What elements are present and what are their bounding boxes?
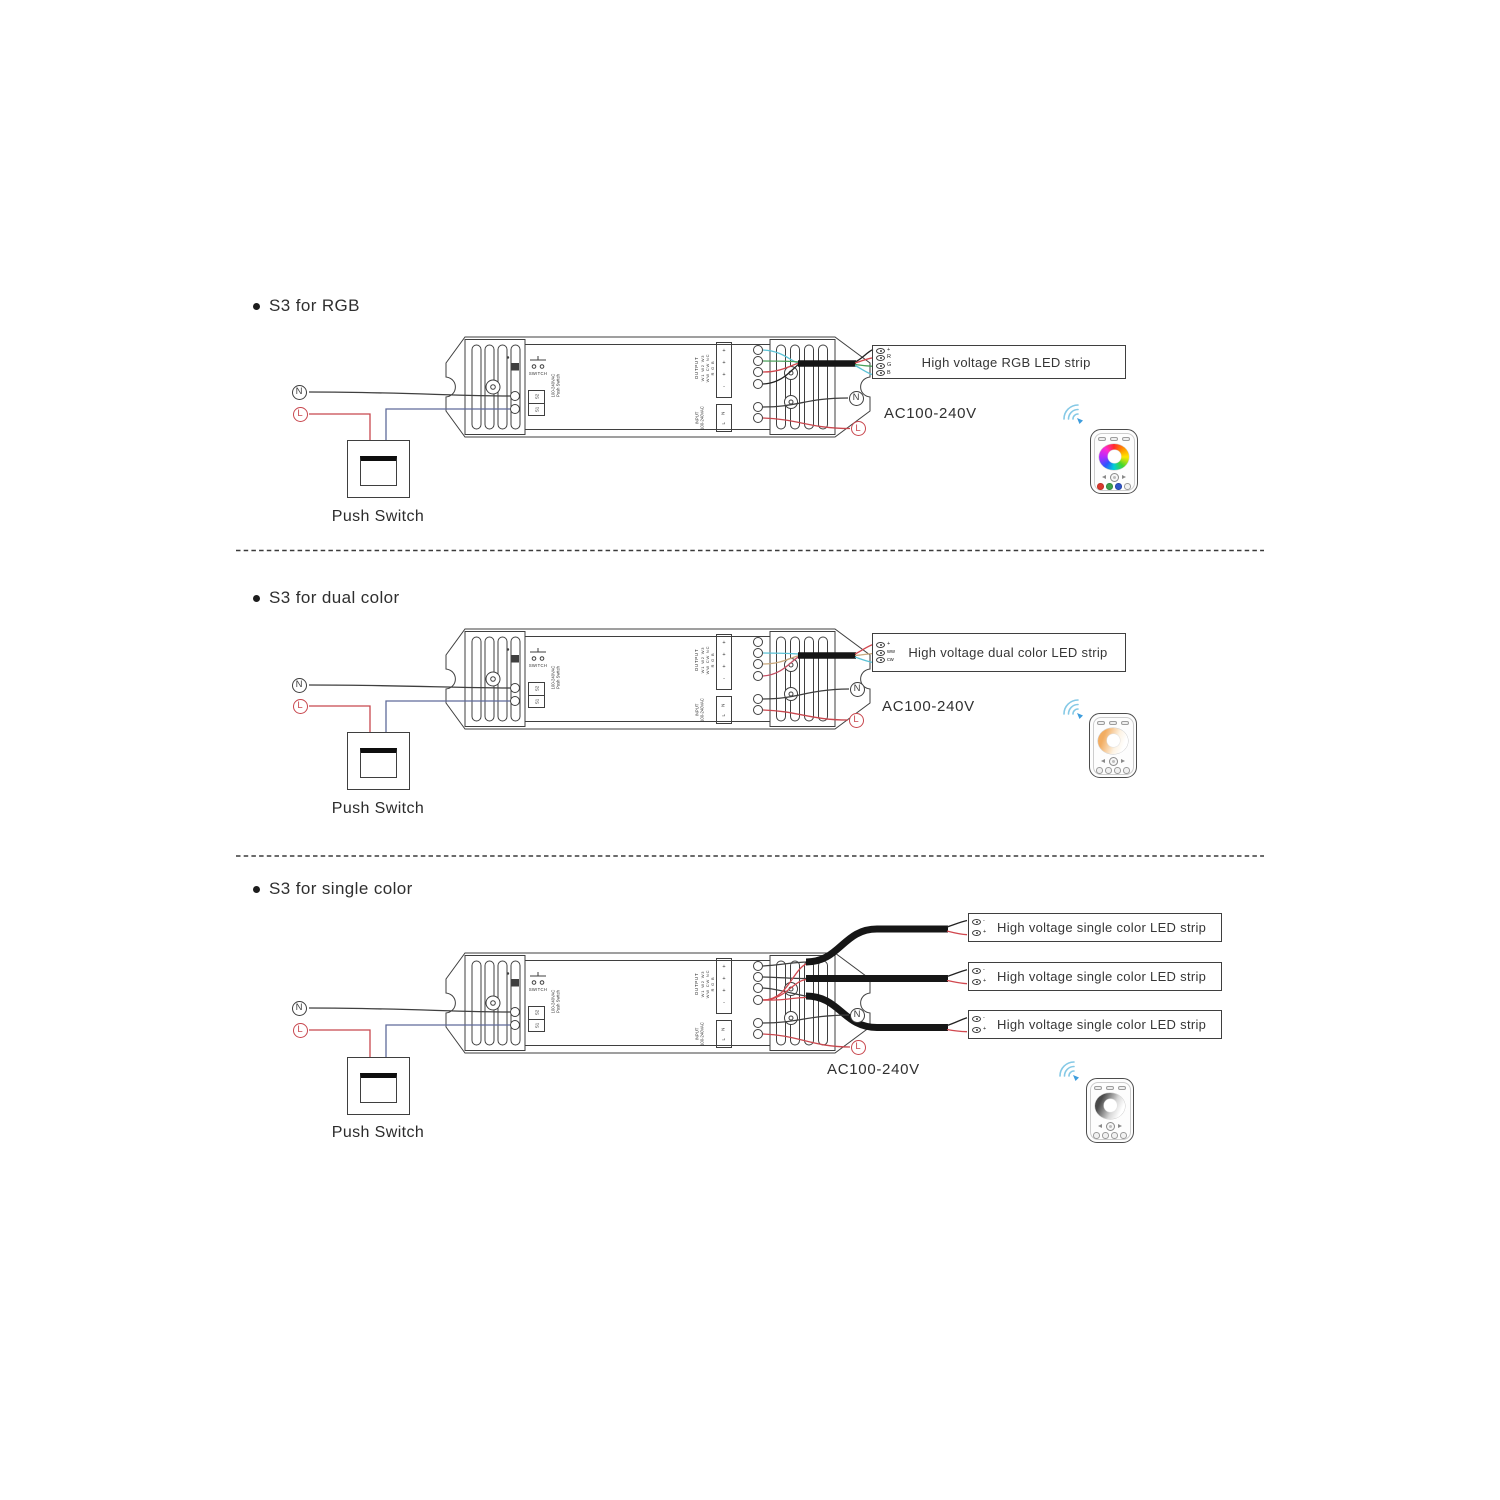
neutral-terminal-badge: N <box>292 678 307 693</box>
stub-plus-3 <box>947 1030 967 1032</box>
ac-voltage-label: AC100-240V <box>884 405 977 422</box>
left-arrow-icon <box>1101 759 1105 763</box>
preset-button <box>1123 767 1130 774</box>
terminal-screw-icon <box>972 1027 981 1033</box>
live-terminal-badge: L <box>849 713 864 728</box>
strip-terminals: - + <box>969 963 986 990</box>
preset-button <box>1093 1132 1100 1139</box>
push-switch-button <box>360 748 397 778</box>
strip-label: High voltage dual color LED strip <box>908 645 1108 660</box>
section-title-dual-color <box>253 588 400 608</box>
live-terminal-badge: L <box>851 421 866 436</box>
remote-face <box>1094 433 1135 491</box>
input-label-block: INPUT 100-240VAC <box>694 697 705 722</box>
led-strip-box-dual <box>872 633 1126 672</box>
stub-plus-2 <box>947 981 967 984</box>
dimmer-wheel <box>1095 1093 1125 1120</box>
remote-button <box>1094 1086 1102 1091</box>
remote-control-dual-color <box>1089 713 1137 778</box>
push-switch-box <box>347 732 410 790</box>
stub-minus-1 <box>947 921 967 928</box>
push-input-label: 100-240VAC Push Switch <box>550 373 561 397</box>
remote-button <box>1118 1086 1126 1091</box>
preset-button <box>1120 1132 1127 1139</box>
terminal-screw-icon <box>876 355 885 361</box>
switch-label: SWITCH <box>528 370 548 376</box>
wifi-icon-1 <box>1064 405 1083 424</box>
remote-button <box>1121 721 1129 726</box>
push-switch-box <box>347 1057 410 1115</box>
remote-button <box>1110 437 1118 442</box>
green-preset-button <box>1106 483 1113 490</box>
strip-terminals: + ww cw <box>873 634 895 671</box>
remote-button <box>1106 1086 1114 1091</box>
remote-center-button <box>1110 473 1119 482</box>
remote-button <box>1097 721 1105 726</box>
section-title-text: S3 for dual color <box>269 588 400 607</box>
remote-button <box>1122 437 1130 442</box>
device-labels <box>445 337 870 437</box>
ac-voltage-label: AC100-240V <box>827 1061 920 1078</box>
right-arrow-icon <box>1121 759 1125 763</box>
remote-center-button <box>1106 1122 1115 1131</box>
bullet-icon <box>253 886 260 893</box>
remote-center-button <box>1109 757 1118 766</box>
led-strip-box-single-2 <box>968 962 1222 991</box>
output-label-block: OUTPUT W1 W2 W3 WW CW NC R G B <box>694 969 716 999</box>
live-terminal-badge: L <box>851 1040 866 1055</box>
neutral-terminal-badge: N <box>850 682 865 697</box>
remote-control-rgb <box>1090 429 1138 494</box>
push-switch-label: Push Switch <box>331 800 425 817</box>
remote-control-dimmer <box>1086 1078 1134 1143</box>
led-strip-box-single-1 <box>968 913 1222 942</box>
live-wire <box>309 706 370 732</box>
tunable-white-wheel <box>1098 728 1128 755</box>
strip-terminals: - + <box>969 1011 986 1038</box>
neutral-terminal-badge: N <box>292 1001 307 1016</box>
device-labels <box>445 629 870 729</box>
terminal-screw-icon <box>876 348 885 354</box>
terminal-screw-icon <box>876 657 885 663</box>
remote-button <box>1109 721 1117 726</box>
preset-button <box>1102 1132 1109 1139</box>
strip-label: High voltage single color LED strip <box>997 920 1207 935</box>
left-arrow-icon <box>1098 1124 1102 1128</box>
remote-button <box>1098 437 1106 442</box>
input-label-block: INPUT 100-240VAC <box>694 405 705 430</box>
blue-preset-button <box>1115 483 1122 490</box>
output-terminal-symbols: + + + - <box>716 342 732 398</box>
terminal-screw-icon <box>876 363 885 369</box>
strip-terminals: + R G B <box>873 346 891 378</box>
wifi-icon-2 <box>1064 700 1083 719</box>
preset-button <box>1114 767 1121 774</box>
section-title-single-color <box>253 879 413 899</box>
right-arrow-icon <box>1122 475 1126 479</box>
switch-terminal-labels: S2 S1 <box>528 682 545 708</box>
switch-terminal-labels: S2 S1 <box>528 1006 545 1032</box>
switch-label: SWITCH <box>528 986 548 992</box>
wifi-icon-3 <box>1060 1062 1079 1081</box>
push-switch-label: Push Switch <box>331 1124 425 1141</box>
push-switch-button <box>360 456 397 486</box>
output-label-block: OUTPUT W1 W2 W3 WW CW NC R G B <box>694 353 716 383</box>
live-terminal-badge: L <box>293 1023 308 1038</box>
live-terminal-badge: L <box>293 699 308 714</box>
bullet-icon <box>253 303 260 310</box>
terminal-screw-icon <box>876 370 885 376</box>
live-wire <box>309 414 370 440</box>
terminal-screw-icon <box>972 979 981 985</box>
strip-label: High voltage single color LED strip <box>997 969 1207 984</box>
output-label-block: OUTPUT W1 W2 W3 WW CW NC R G B <box>694 645 716 675</box>
neutral-terminal-badge: N <box>849 391 864 406</box>
neutral-terminal-badge: N <box>292 385 307 400</box>
stub-minus-2 <box>947 970 967 977</box>
left-arrow-icon <box>1102 475 1106 479</box>
neutral-terminal-badge: N <box>850 1008 865 1023</box>
push-switch-box <box>347 440 410 498</box>
terminal-screw-icon <box>876 650 885 656</box>
led-strip-box-single-3 <box>968 1010 1222 1039</box>
strip-label: High voltage RGB LED strip <box>921 354 1091 370</box>
input-label-block: INPUT 100-240VAC <box>694 1021 705 1046</box>
terminal-screw-icon <box>972 919 981 925</box>
section-title-rgb <box>253 296 360 316</box>
live-wire <box>309 1030 370 1057</box>
terminal-screw-icon <box>972 968 981 974</box>
live-terminal-badge: L <box>293 407 308 422</box>
bullet-icon <box>253 595 260 602</box>
push-switch-button <box>360 1073 397 1103</box>
section-title-text: S3 for RGB <box>269 296 360 315</box>
preset-button <box>1105 767 1112 774</box>
ac-voltage-label: AC100-240V <box>882 698 975 715</box>
push-input-label: 100-240VAC Push Switch <box>550 989 561 1013</box>
device-labels <box>445 953 870 1053</box>
stub-minus-3 <box>947 1018 967 1026</box>
output-terminal-symbols: + + + - <box>716 958 732 1014</box>
terminal-screw-icon <box>972 1016 981 1022</box>
switch-label: SWITCH <box>528 662 548 668</box>
push-switch-label: Push Switch <box>331 508 425 525</box>
remote-face <box>1090 1082 1131 1140</box>
output-terminal-symbols: + + + - <box>716 634 732 690</box>
switch-terminal-labels: S2 S1 <box>528 390 545 416</box>
section-title-text: S3 for single color <box>269 879 413 898</box>
input-terminal-labels: N L <box>716 404 732 432</box>
right-arrow-icon <box>1118 1124 1122 1128</box>
strip-label: High voltage single color LED strip <box>997 1017 1207 1032</box>
input-terminal-labels: N L <box>716 696 732 724</box>
input-terminal-labels: N L <box>716 1020 732 1048</box>
stub-plus-1 <box>947 931 967 935</box>
red-preset-button <box>1097 483 1104 490</box>
preset-button <box>1111 1132 1118 1139</box>
strip-terminals: - + <box>969 914 986 941</box>
white-preset-button <box>1124 483 1131 490</box>
remote-face <box>1093 717 1134 775</box>
push-input-label: 100-240VAC Push Switch <box>550 665 561 689</box>
preset-button <box>1096 767 1103 774</box>
rgb-color-wheel <box>1099 444 1129 471</box>
terminal-screw-icon <box>876 642 885 648</box>
led-strip-box-rgb <box>872 345 1126 379</box>
terminal-screw-icon <box>972 930 981 936</box>
